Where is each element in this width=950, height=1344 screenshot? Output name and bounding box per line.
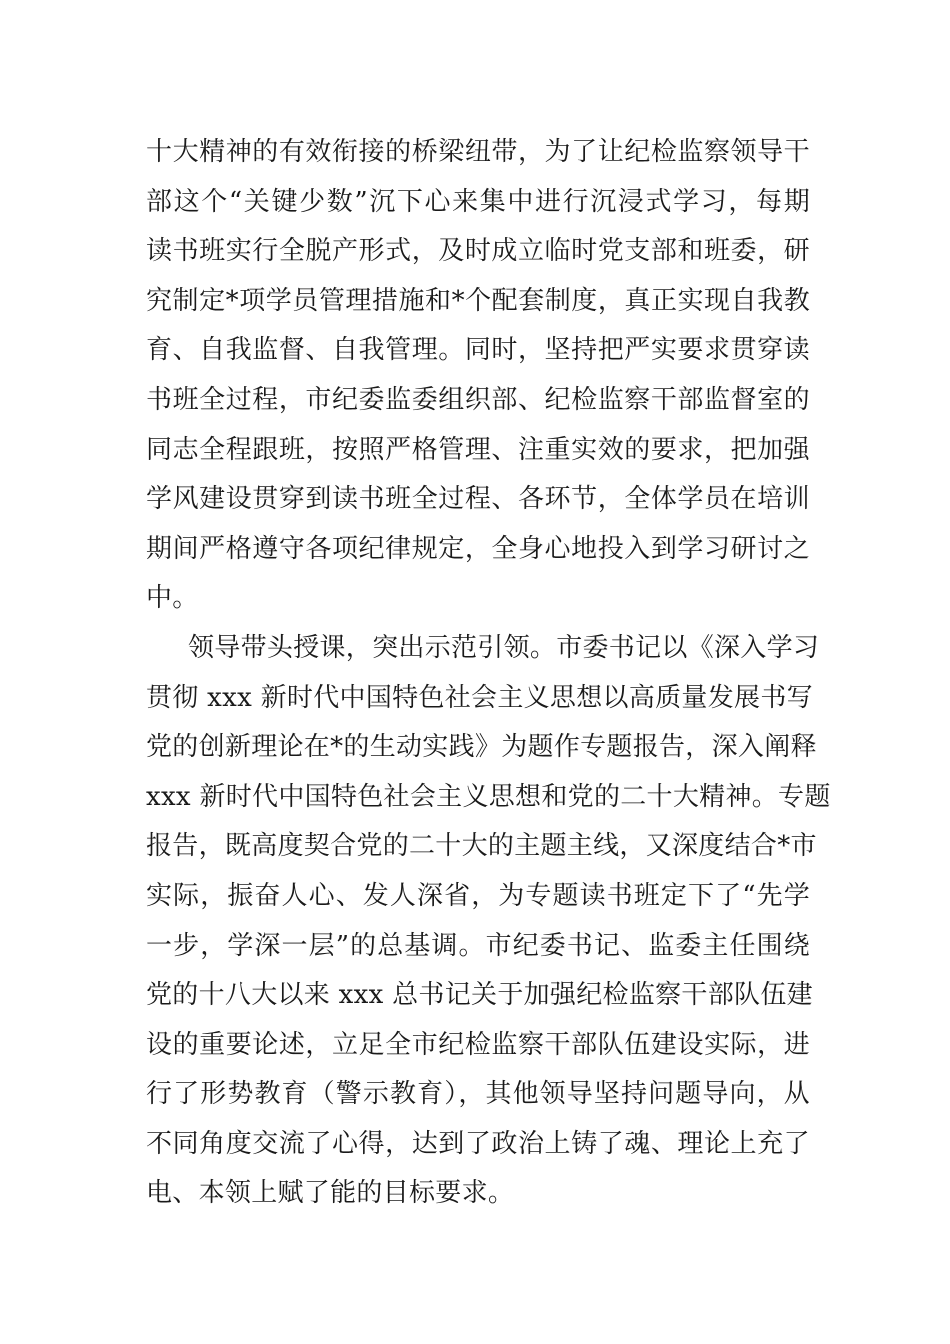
paragraph-2-line-11: 不同角度交流了心得，达到了政治上铸了魂、理论上充了 — [146, 1128, 810, 1159]
paragraph-2-line-9: 设的重要论述，立足全市纪检监察干部队伍建设实际，进 — [146, 1029, 810, 1060]
paragraph-1-line-6: 书班全过程，市纪委监委组织部、纪检监察干部监督室的 — [146, 384, 810, 415]
paragraph-1-line-5: 育、自我监督、自我管理。同时，坚持把严实要求贯穿读 — [146, 335, 810, 366]
paragraph-2-line-12: 电、本领上赋了能的目标要求。 — [146, 1178, 515, 1209]
paragraph-2-line-10: 行了形势教育（警示教育），其他领导坚持问题导向，从 — [146, 1079, 810, 1110]
paragraph-2-line-8: 党的十八大以来 xxx 总书记关于加强纪检监察干部队伍建 — [146, 980, 813, 1011]
paragraph-2-line-5: 报告，既高度契合党的二十大的主题主线，又深度结合*市 — [146, 831, 817, 862]
paragraph-1-line-2: 部这个“关键少数”沉下心来集中进行沉浸式学习，每期 — [146, 186, 810, 217]
paragraph-1-line-9: 期间严格遵守各项纪律规定，全身心地投入到学习研讨之 — [146, 533, 810, 564]
paragraph-1-line-4: 究制定*项学员管理措施和*个配套制度，真正实现自我教 — [146, 285, 810, 316]
paragraph-2-line-1: 领导带头授课，突出示范引领。市委书记以《深入学习 — [188, 632, 820, 663]
paragraph-1-line-1: 十大精神的有效衔接的桥梁纽带，为了让纪检监察领导干 — [146, 137, 810, 167]
paragraph-2-line-7: 一步，学深一层”的总基调。市纪委书记、监委主任围绕 — [146, 930, 810, 961]
body-text — [146, 128, 831, 1219]
paragraph-1-line-7: 同志全程跟班，按照严格管理、注重实效的要求，把加强 — [146, 434, 810, 465]
paragraph-2-line-2: 贯彻 xxx 新时代中国特色社会主义思想以高质量发展书写 — [146, 682, 813, 713]
paragraph-1-line-10: 中。 — [146, 583, 199, 614]
paragraph-1-line-8: 学风建设贯穿到读书班全过程、各环节，全体学员在培训 — [146, 484, 810, 515]
paragraph-2-line-4: xxx 新时代中国特色社会主义思想和党的二十大精神。专题 — [146, 781, 831, 812]
paragraph-2-line-3: 党的创新理论在*的生动实践》为题作专题报告，深入阐释 — [146, 732, 817, 763]
paragraph-2-line-6: 实际，振奋人心、发人深省，为专题读书班定下了“先学 — [146, 880, 810, 911]
paragraph-1-line-3: 读书班实行全脱产形式，及时成立临时党支部和班委，研 — [146, 236, 810, 267]
